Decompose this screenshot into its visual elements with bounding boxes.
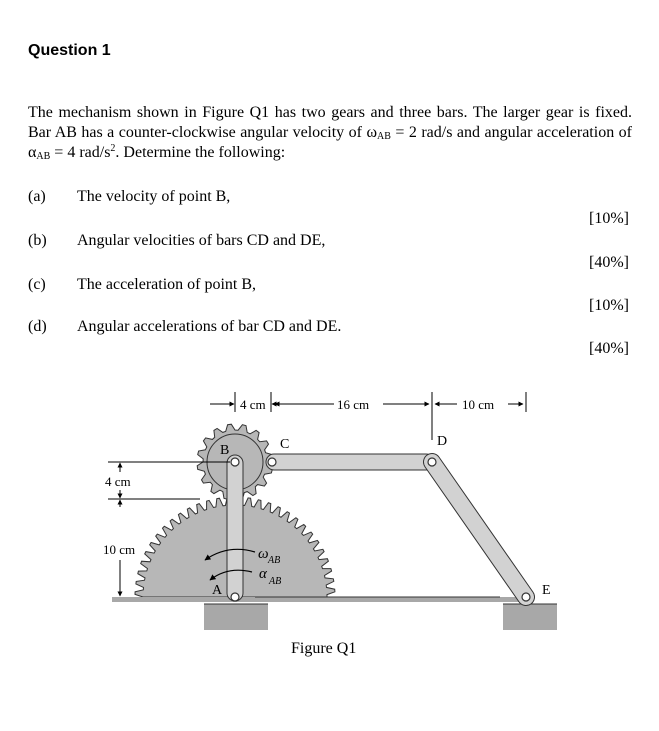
- label-a: A: [212, 583, 223, 598]
- dim-10cm-top: 10 cm: [462, 397, 495, 412]
- intro-part3: = 4 rad/s: [50, 144, 111, 161]
- alpha-subscript: AB: [36, 151, 51, 162]
- dim-16cm: 16 cm: [337, 397, 370, 412]
- pin-a: [231, 593, 239, 601]
- dim-10cm-left: 10 cm: [103, 542, 136, 557]
- ground-block-a: [204, 604, 268, 630]
- item-c-label: (c): [28, 276, 46, 293]
- label-e: E: [542, 583, 551, 598]
- ground-block-e: [503, 604, 557, 630]
- alpha-sub: AB: [269, 576, 282, 587]
- pin-c: [268, 458, 276, 466]
- item-a-marks: [10%]: [589, 210, 629, 227]
- item-b-marks: [40%]: [589, 254, 629, 271]
- alpha-symbol: α: [259, 566, 267, 582]
- omega-symbol: ω: [258, 546, 269, 562]
- item-a-label: (a): [28, 188, 46, 205]
- pin-d: [428, 458, 436, 466]
- bar-de: [432, 462, 526, 597]
- question-heading: Question 1: [28, 42, 111, 59]
- label-b: B: [220, 443, 230, 458]
- item-d-marks: [40%]: [589, 340, 629, 357]
- omega-subscript: AB: [376, 131, 391, 142]
- figure-caption: Figure Q1: [291, 640, 357, 657]
- item-d-label: (d): [28, 318, 47, 335]
- dim-4cm-left: 4 cm: [105, 474, 131, 489]
- item-c-marks: [10%]: [589, 297, 629, 314]
- pin-b: [231, 458, 239, 466]
- label-c: C: [280, 437, 290, 452]
- intro-part1: The mechanism shown in Figure Q1 has two gears and three bars. The larger gear is fixed. Bar AB has a counter-clockwise angular velocity of ω: [28, 104, 632, 141]
- power-superscript: 2: [110, 143, 116, 154]
- item-d-text: Angular accelerations of bar CD and DE.: [77, 318, 342, 335]
- bar-ab: [227, 455, 243, 601]
- omega-sub: AB: [268, 555, 281, 566]
- dim-4cm-top: 4 cm: [240, 397, 266, 412]
- bar-cd: [266, 454, 434, 470]
- item-c-text: The acceleration of point B,: [77, 276, 257, 293]
- item-b-text: Angular velocities of bars CD and DE,: [77, 232, 326, 249]
- ground-line: [112, 597, 532, 602]
- pin-e: [522, 593, 530, 601]
- intro-part2: = 2 rad/s and angular acceleration of α: [28, 124, 632, 161]
- item-a-text: The velocity of point B,: [77, 188, 231, 205]
- item-b-label: (b): [28, 232, 47, 249]
- intro-part4: . Determine the following:: [115, 144, 286, 161]
- label-d: D: [437, 434, 448, 449]
